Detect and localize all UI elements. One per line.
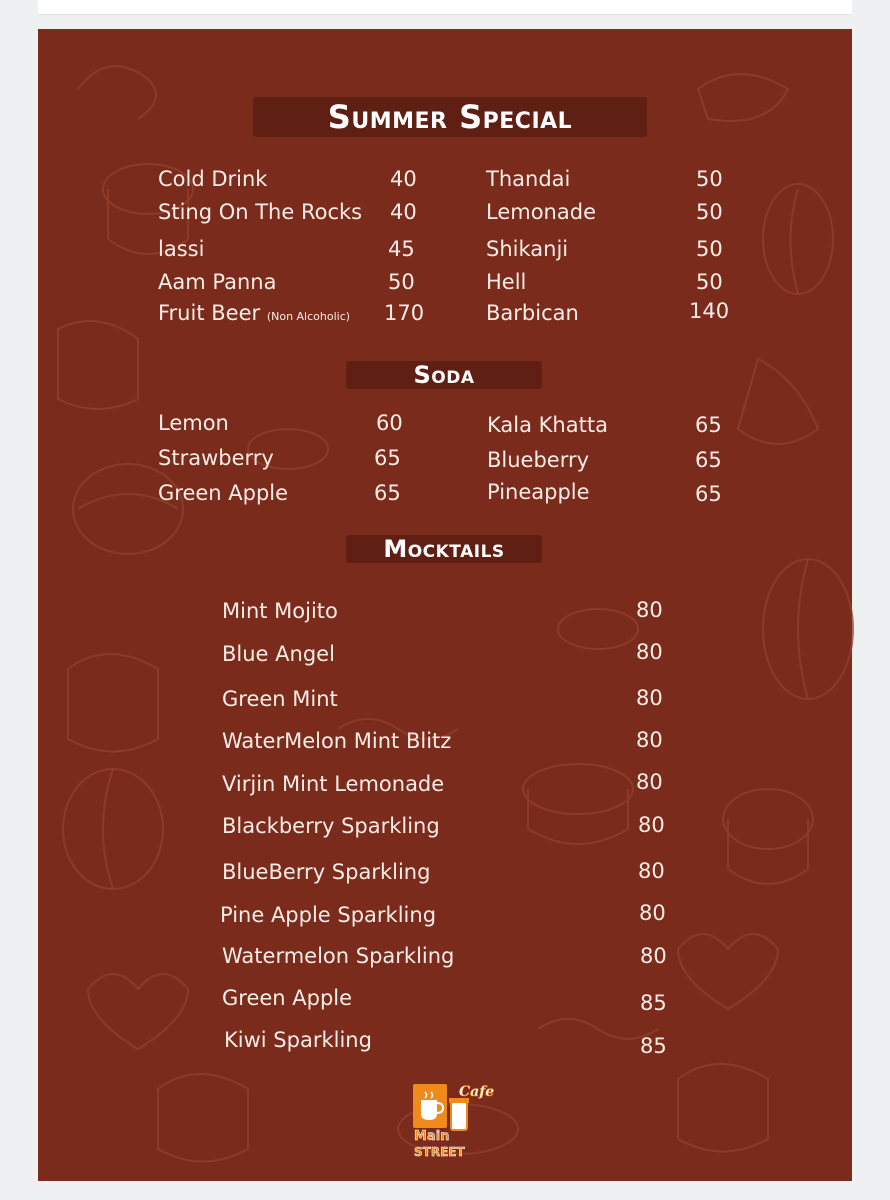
item-price: 80 [636,770,663,794]
item-price: 50 [696,237,723,261]
item-name: Blackberry Sparkling [222,814,440,838]
list-item [222,728,451,754]
item-name: Barbican [486,301,579,325]
item-price: 50 [388,270,415,294]
list-item [158,410,229,436]
cafe-main-street-logo [411,1082,495,1162]
item-price: 50 [696,200,723,224]
item-price: 80 [636,598,663,622]
list-item [224,1027,372,1053]
list-item [158,236,204,262]
item-price: 40 [390,167,417,191]
item-name: Sting On The Rocks [158,200,363,224]
item-price: 80 [638,859,665,883]
list-item [222,985,352,1011]
summer-special-title: Summer Special [327,98,573,136]
logo-street-text: STREET [414,1145,465,1159]
item-price: 80 [636,686,663,710]
list-item [158,199,362,225]
item-price: 65 [374,446,401,470]
item-price: 80 [640,944,667,968]
item-price: 65 [374,481,401,505]
item-name: Blue Angel [222,642,335,666]
item-name: Green Apple [158,481,289,505]
item-price: 140 [689,299,730,323]
soda-title: Soda [413,361,475,389]
item-price: 50 [696,270,723,294]
item-price: 85 [640,1034,667,1058]
item-price: 60 [376,411,403,435]
list-item [222,859,430,885]
list-item [220,902,436,928]
list-item [158,166,267,192]
item-name: Green Mint [222,687,338,711]
summer-special-heading [253,97,647,137]
list-item [486,199,596,225]
list-item [222,813,440,839]
item-name: Pine Apple Sparkling [220,903,437,927]
item-name: Pineapple [487,480,590,504]
soda-heading [346,361,542,389]
item-price: 85 [640,991,667,1015]
item-name: Lemon [158,411,229,435]
item-name: Shikanji [486,237,569,261]
item-name: Kiwi Sparkling [224,1028,372,1052]
item-name: Lemonade [486,200,596,224]
list-item [486,166,570,192]
list-item [158,480,288,506]
list-item [158,445,274,471]
item-price: 65 [695,482,722,506]
item-price: 65 [695,448,722,472]
mocktails-heading [346,535,542,563]
list-item [486,269,526,295]
item-name: Blueberry [487,448,590,472]
menu-page [38,29,852,1181]
item-price: 45 [388,237,415,261]
list-item [158,269,276,295]
item-price: 40 [390,200,417,224]
item-name: Fruit Beer [158,301,261,325]
item-price: 50 [696,167,723,191]
list-item [486,236,568,262]
item-name: Thandai [486,167,571,191]
item-name: Green Apple [222,986,353,1010]
list-item [222,771,444,797]
item-name: Watermelon Sparkling [222,944,455,968]
logo-cafe-text: Cafe [459,1084,495,1100]
item-name: Virjin Mint Lemonade [222,772,445,796]
mocktails-title: Mocktails [383,535,505,563]
item-name: Kala Khatta [487,413,608,437]
list-item [487,447,589,473]
item-price: 80 [638,813,665,837]
item-name: Mint Mojito [222,599,338,623]
list-item [222,641,335,667]
item-name: Hell [486,270,527,294]
item-name: Strawberry [158,446,274,470]
list-item [158,300,350,330]
takeaway-cup-icon [451,1102,467,1130]
list-item [487,479,590,505]
list-item [222,943,454,969]
item-note: (Non Alcoholic) [266,310,351,323]
item-name: Aam Panna [158,270,277,294]
item-name: BlueBerry Sparkling [222,860,431,884]
item-price: 80 [636,640,663,664]
list-item [487,412,608,438]
list-item [222,686,338,712]
item-price: 80 [636,728,663,752]
coffee-cup-icon [421,1100,437,1120]
list-item [486,300,579,326]
item-price: 170 [384,301,425,325]
item-price: 80 [639,901,666,925]
list-item [222,598,338,624]
item-price: 65 [695,413,722,437]
logo-main-text: Main [414,1129,450,1144]
item-name: Cold Drink [158,167,268,191]
item-name: lassi [158,237,205,261]
item-name: WaterMelon Mint Blitz [222,729,452,753]
top-page-strip [38,0,852,15]
